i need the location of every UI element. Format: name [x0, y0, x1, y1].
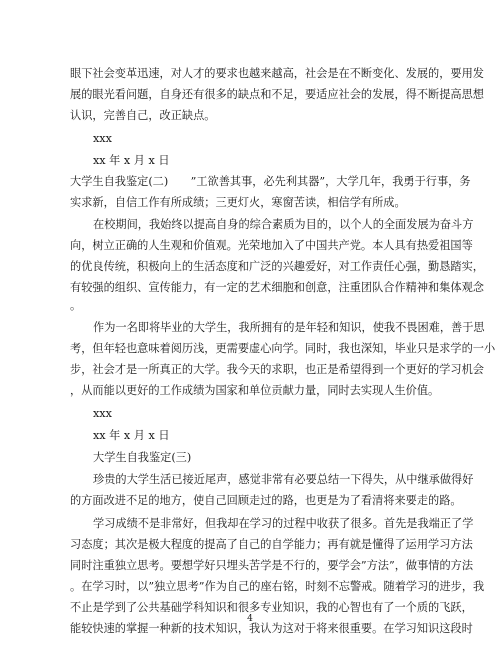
body-text-line: 不止是学到了公共基础学科知识和很多专业知识，我的心智也有了一个质的飞跃， [70, 601, 473, 614]
body-text-line: 展的眼光看问题，自身还有很多的缺点和不足，要适应社会的发展，得不断提高思想 [70, 88, 484, 101]
body-text-line: 实求新，自信工作有所成绩；三更灯火，寒窗苦读，相信学有所成。 [70, 196, 406, 209]
body-text-line: 的优良传统，积极向上的生活态度和广泛的兴趣爱好，对工作责任心强，勤恳踏实， [70, 260, 484, 273]
signature-date: xx 年 x 月 x 日 [93, 429, 170, 442]
body-text-line: 的方面改进不足的地方，使自己回顾走过的路，也更是为了看清将来要走的路。 [70, 494, 462, 507]
body-text-line: 向，树立正确的人生观和价值观。光荣地加入了中国共产党。本人具有热爱祖国等 [70, 239, 473, 252]
paragraph-start: 学习成绩不是非常好，但我却在学习的过程中收获了很多。首先是我端正了学 [93, 517, 474, 530]
body-text-line: ，从而能以更好的工作成绩为国家和单位贡献力量，同时去实现人生价值。 [70, 384, 440, 397]
body-text-line: 考，但年轻也意味着阅历浅，更需要虚心向学。同时，我也深知，毕业只是求学的一小 [70, 342, 496, 355]
section-heading-3: 大学生自我鉴定(三) [93, 451, 192, 464]
body-text-line: 。在学习时，以”独立思考”作为自己的座右铭，时刻不忘警戒。随着学习的进步，我 [70, 580, 485, 593]
body-text-line: 有较强的组织、宣传能力，有一定的艺术细胞和创意，注重团队合作精神和集体观念 [70, 281, 484, 294]
body-text-line: 。 [70, 299, 82, 312]
page-number: 4 [247, 614, 253, 624]
signature-name: xxx [93, 407, 112, 420]
paragraph-start: 在校期间，我始终以提高自身的综合素质为目的，以个人的全面发展为奋斗方 [93, 218, 474, 231]
paragraph-start: 作为一名即将毕业的大学生，我所拥有的是年轻和知识，使我不畏困难，善于思 [93, 321, 485, 334]
body-text-line: 能较快速的掌握一种新的技术知识，我认为这对于将来很重要。在学习知识这段时 [70, 622, 473, 635]
signature-date: xx 年 x 月 x 日 [93, 154, 170, 167]
section-heading-2: 大学生自我鉴定(二) ”工欲善其事，必先利其器”，大学几年，我勇于行事，务 [70, 175, 471, 188]
body-text-line: 步，社会才是一所真正的大学。我今天的求职，也正是希望得到一个更好的学习机会 [70, 363, 484, 376]
signature-name: xxx [93, 132, 112, 145]
body-text-line: 同时注重独立思考。要想学好只埋头苦学是不行的，要学会”方法”，做事情的方法 [70, 559, 474, 572]
paragraph-start: 珍贵的大学生活已接近尾声，感觉非常有必要总结一下得失，从中继承做得好 [93, 473, 474, 486]
body-text-line: 认识，完善自己，改正缺点。 [70, 109, 216, 122]
body-text-line: 眼下社会变革迅速，对人才的要求也越来越高，社会是在不断变化、发展的，要用发 [70, 67, 484, 80]
body-text-line: 习态度；其次是极大程度的提高了自己的自学能力；再有就是懂得了运用学习方法 [70, 538, 473, 551]
